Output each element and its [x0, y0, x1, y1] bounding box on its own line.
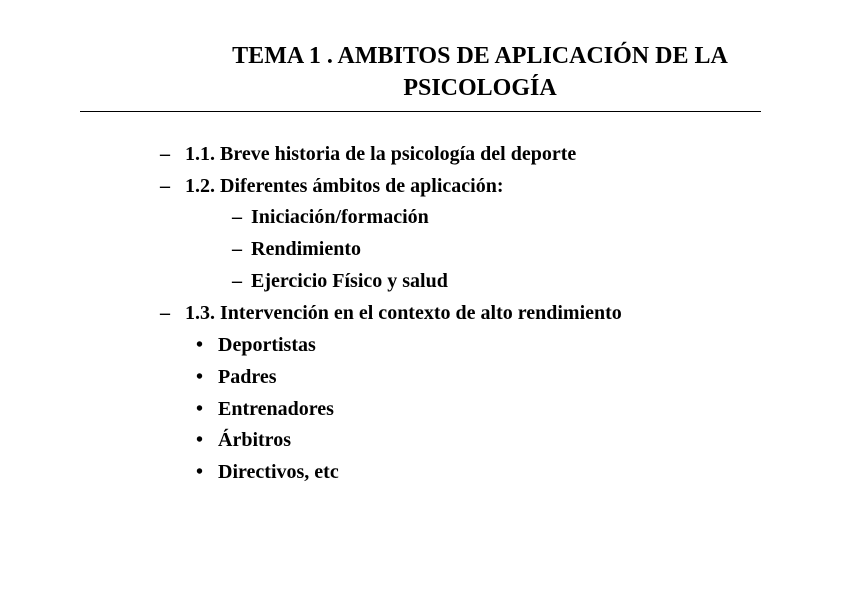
- outline-item-text: Directivos, etc: [218, 461, 339, 483]
- round-bullet: •: [196, 429, 204, 451]
- outline-item-text: Rendimiento: [251, 238, 361, 260]
- dash-bullet: –: [160, 302, 170, 324]
- outline-item-text: 1.2. Diferentes ámbitos de aplicación:: [185, 175, 504, 197]
- outline-item-text: Ejercicio Físico y salud: [251, 270, 448, 292]
- outline-item-text: 1.1. Breve historia de la psicología del deporte: [185, 143, 577, 165]
- round-bullet: •: [196, 461, 204, 483]
- slide-title-line-2: PSICOLOGÍA: [403, 75, 557, 101]
- outline-subitem-deportistas: [196, 333, 316, 357]
- dash-bullet: –: [232, 270, 242, 292]
- round-bullet: •: [196, 398, 204, 420]
- dash-bullet: –: [160, 175, 170, 197]
- outline-item-text: Iniciación/formación: [251, 206, 429, 228]
- outline-item-text: Padres: [218, 366, 277, 388]
- outline-item-text: Deportistas: [218, 334, 316, 356]
- outline-item-1-1: [160, 142, 576, 166]
- dash-bullet: –: [232, 238, 242, 260]
- outline-item-text: 1.3. Intervención en el contexto de alto rendimiento: [185, 302, 622, 324]
- outline-subitem-entrenadores: [196, 397, 334, 421]
- outline-item-text: Árbitros: [218, 429, 291, 451]
- outline-subitem-ejercicio: [232, 269, 448, 293]
- slide-title-container: [160, 40, 760, 112]
- dash-bullet: –: [160, 143, 170, 165]
- outline-subitem-padres: [196, 365, 277, 389]
- dash-bullet: –: [232, 206, 242, 228]
- outline-subitem-directivos: [196, 460, 339, 484]
- round-bullet: •: [196, 366, 204, 388]
- outline-item-1-2: [160, 174, 504, 198]
- outline-subitem-rendimiento: [232, 237, 361, 261]
- round-bullet: •: [196, 334, 204, 356]
- outline-subitem-iniciacion: [232, 205, 429, 229]
- outline-item-text: Entrenadores: [218, 398, 334, 420]
- title-divider: [80, 111, 761, 112]
- slide-title: [160, 40, 760, 104]
- outline-item-1-3: [160, 301, 622, 325]
- slide-title-line-1: TEMA 1 . AMBITOS DE APLICACIÓN DE LA: [232, 43, 728, 69]
- outline-subitem-arbitros: [196, 428, 291, 452]
